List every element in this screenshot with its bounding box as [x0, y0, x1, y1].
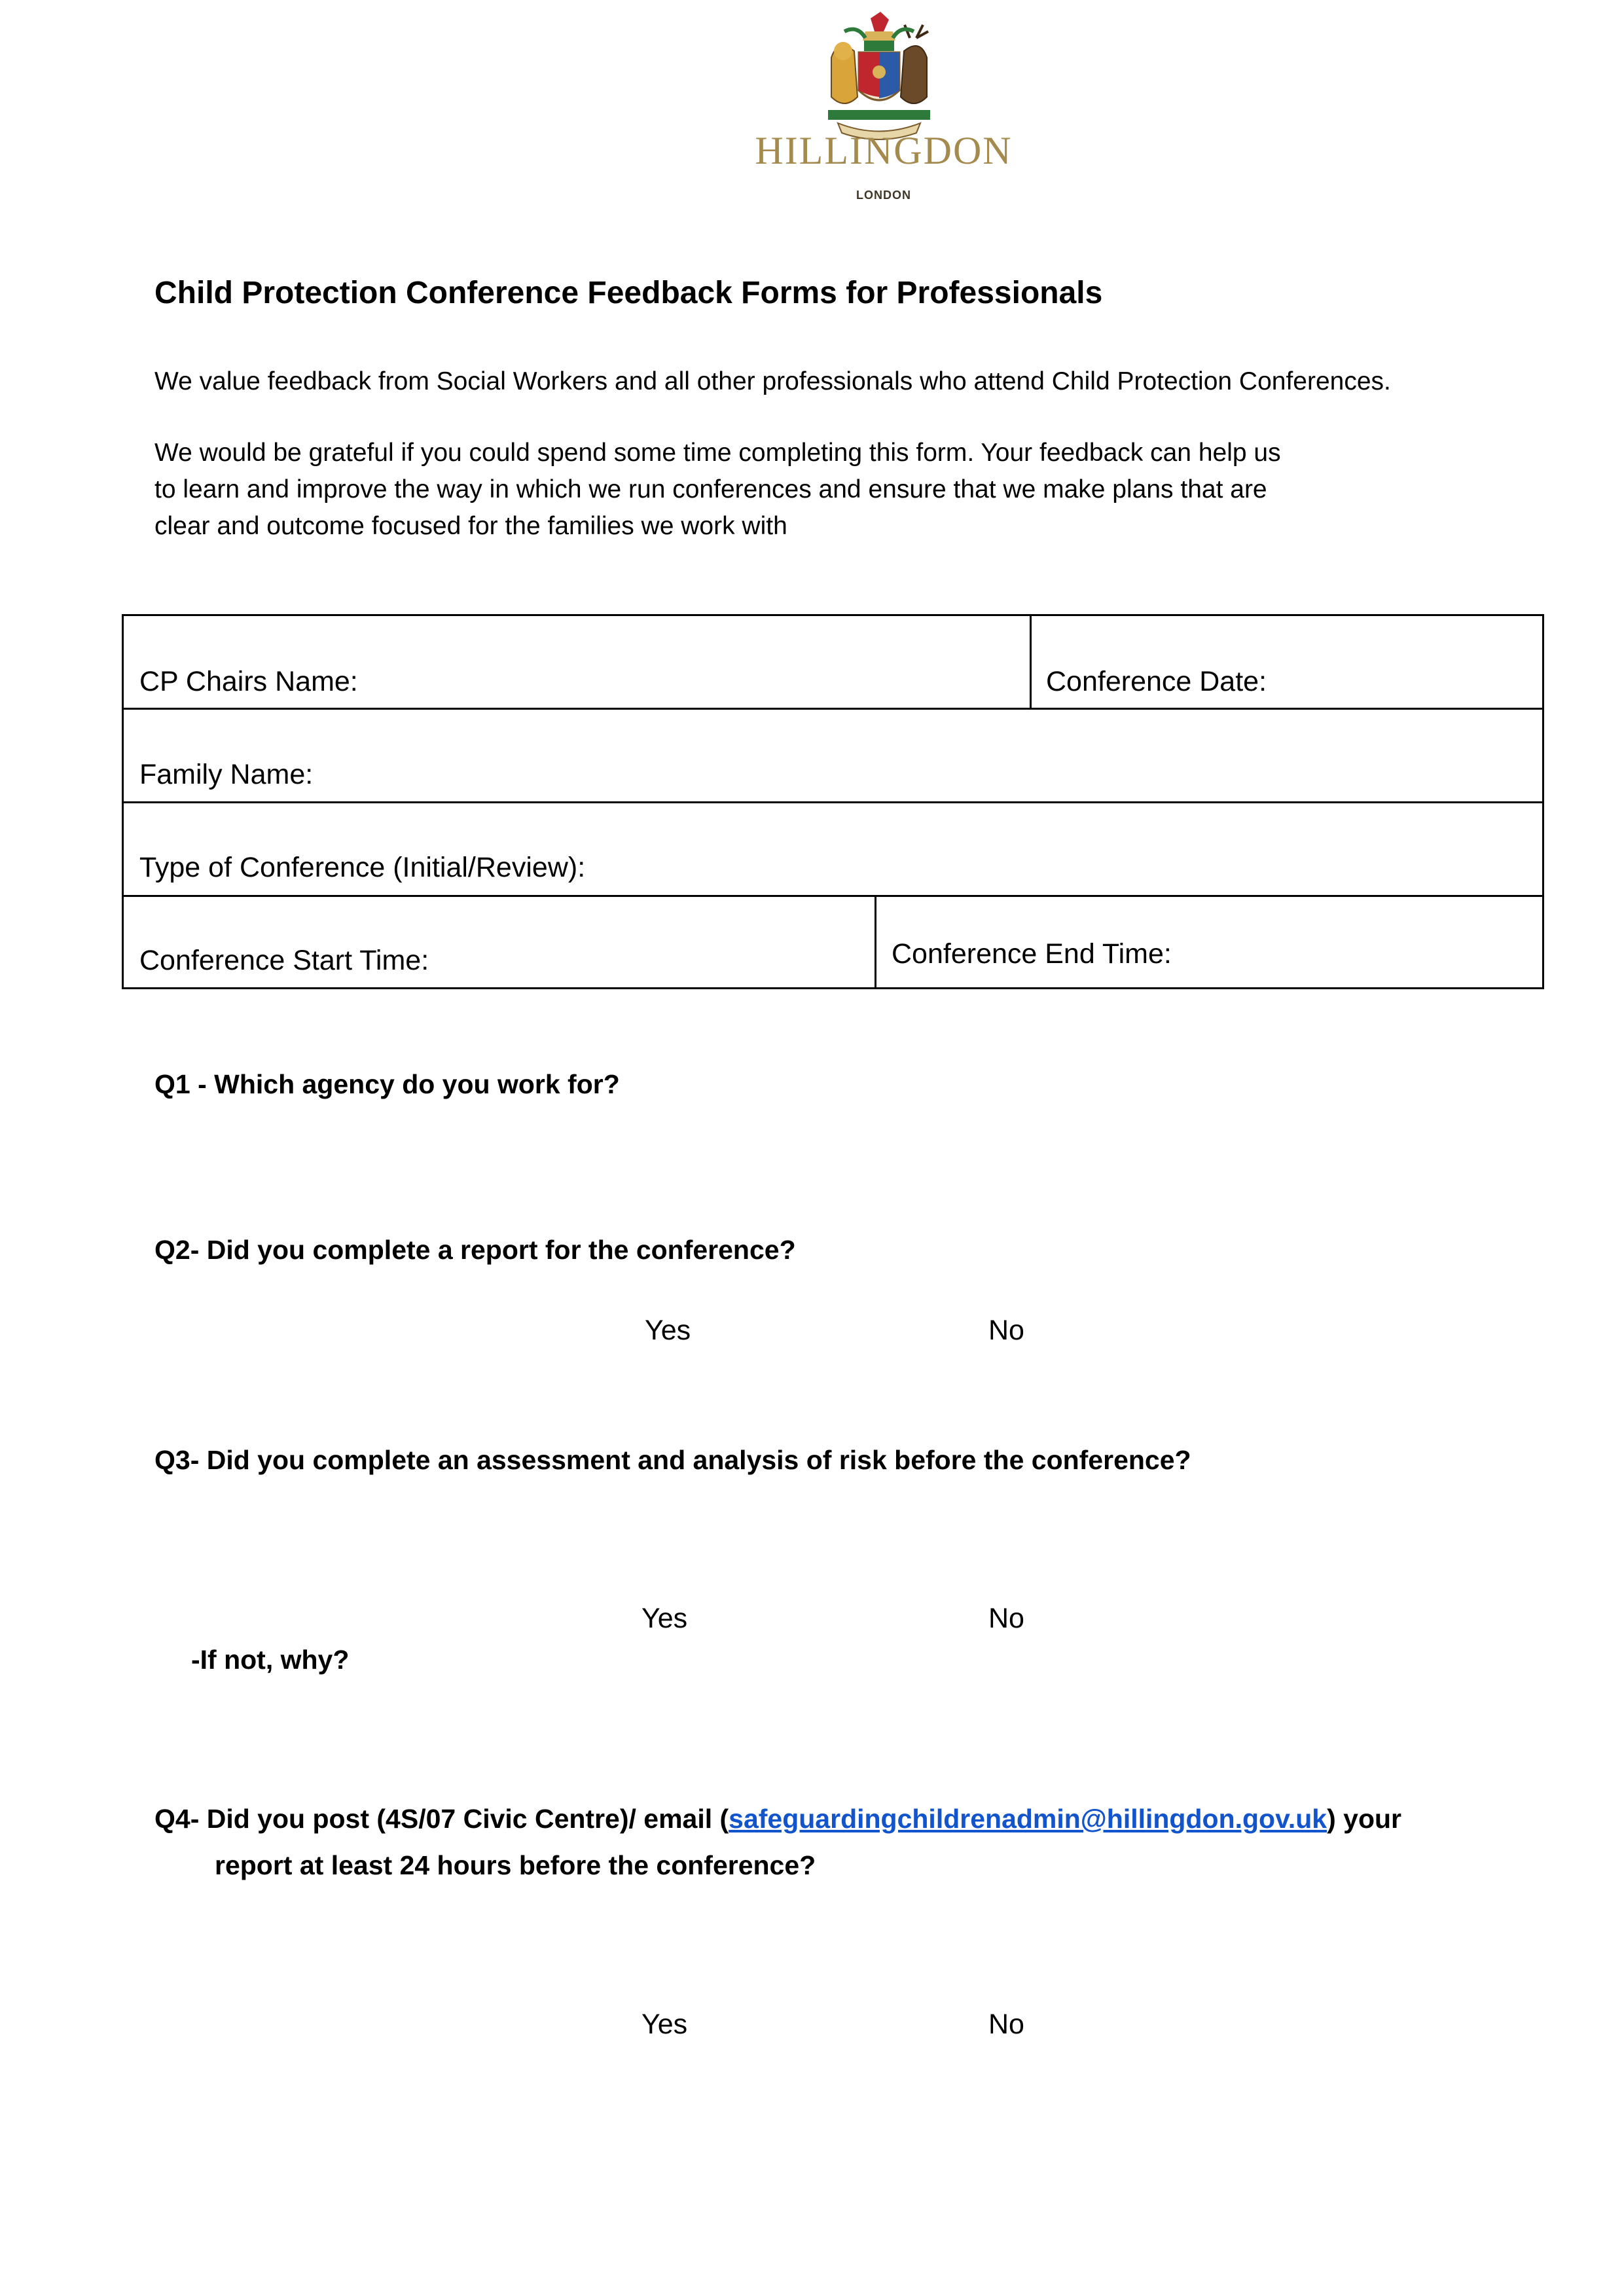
- q4-no-option[interactable]: No: [988, 2009, 1024, 2040]
- conference-date-field[interactable]: Conference Date:: [1046, 666, 1267, 697]
- table-column-divider: [1030, 614, 1032, 710]
- table-row-divider: [122, 708, 1544, 710]
- type-of-conference-field[interactable]: Type of Conference (Initial/Review):: [139, 852, 586, 883]
- q3-followup-label: -If not, why?: [191, 1645, 350, 1675]
- hillingdon-crest-logo: [818, 12, 940, 143]
- table-row-divider: [122, 895, 1544, 897]
- conference-end-time-field[interactable]: Conference End Time:: [892, 938, 1172, 970]
- q4-suffix: ) your: [1327, 1804, 1401, 1834]
- intro-paragraph-2-line-3: clear and outcome focused for the families we work with: [154, 512, 787, 540]
- table-border-bottom: [122, 987, 1544, 989]
- question-2: Q2- Did you complete a report for the conference?: [154, 1235, 796, 1265]
- q2-no-option[interactable]: No: [988, 1315, 1024, 1346]
- question-3: Q3- Did you complete an assessment and analysis of risk before the conference?: [154, 1445, 1191, 1475]
- question-4-line-1: [154, 1806, 1401, 1832]
- q4-email-link[interactable]: safeguardingchildrenadmin@hillingdon.gov.uk: [729, 1804, 1327, 1834]
- q4-yes-option[interactable]: Yes: [641, 2009, 688, 2040]
- q3-yes-option[interactable]: Yes: [641, 1603, 688, 1634]
- table-border-left: [122, 614, 124, 989]
- family-name-field[interactable]: Family Name:: [139, 759, 314, 790]
- intro-paragraph-2-line-2: to learn and improve the way in which we run conferences and ensure that we make plans that are: [154, 475, 1267, 503]
- intro-paragraph-1: We value feedback from Social Workers and all other professionals who attend Child Protection Conferences.: [154, 367, 1391, 395]
- q2-yes-option[interactable]: Yes: [645, 1315, 691, 1346]
- cp-chairs-name-field[interactable]: CP Chairs Name:: [139, 666, 358, 697]
- brand-subtitle: LONDON: [856, 189, 911, 202]
- table-row-divider: [122, 801, 1544, 803]
- brand-name: HILLINGDON: [755, 129, 1013, 172]
- question-4-line-2: report at least 24 hours before the conference?: [215, 1850, 816, 1880]
- question-1: Q1 - Which agency do you work for?: [154, 1069, 620, 1099]
- page-title: Child Protection Conference Feedback Forms for Professionals: [154, 276, 1103, 310]
- table-border-right: [1542, 614, 1544, 989]
- conference-start-time-field[interactable]: Conference Start Time:: [139, 945, 429, 976]
- q3-no-option[interactable]: No: [988, 1603, 1024, 1634]
- table-border-top: [122, 614, 1544, 616]
- table-column-divider: [875, 895, 876, 989]
- intro-paragraph-2-line-1: We would be grateful if you could spend some time completing this form. Your feedback can help us: [154, 439, 1281, 467]
- q4-prefix: Q4- Did you post (4S/07 Civic Centre)/ email (: [154, 1804, 729, 1834]
